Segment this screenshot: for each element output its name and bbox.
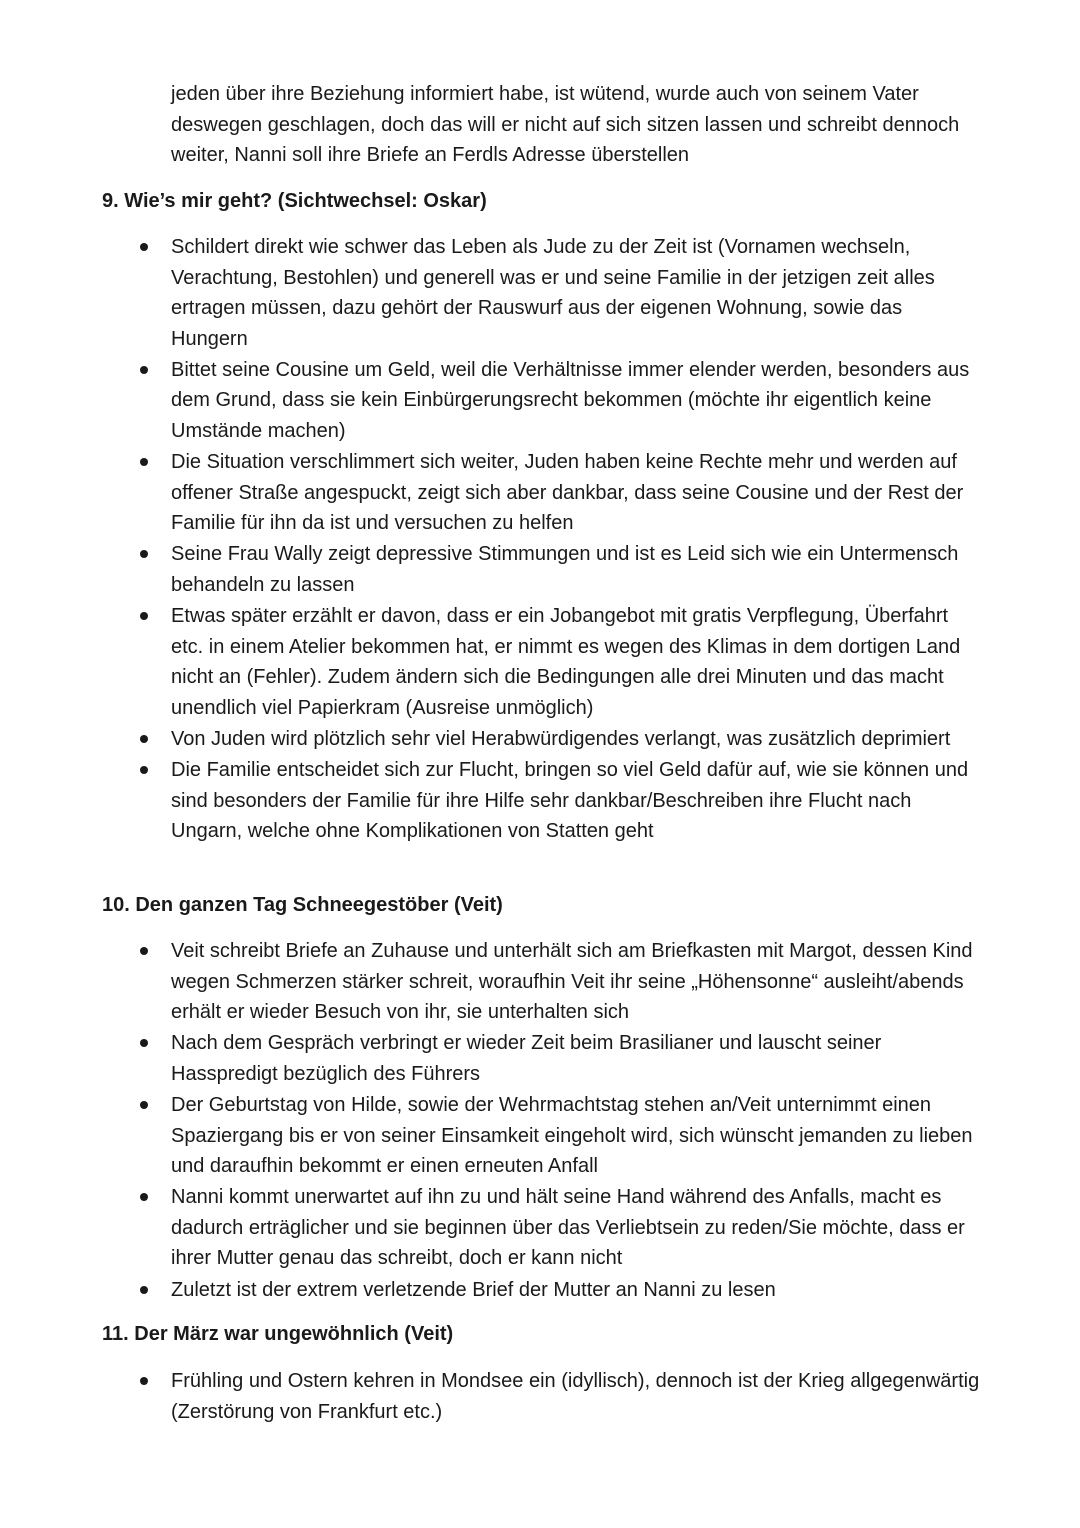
bullet-icon xyxy=(140,766,148,774)
list-item xyxy=(0,936,981,1028)
bullet-icon xyxy=(140,550,148,558)
list-item xyxy=(0,755,981,847)
list-item xyxy=(0,1090,981,1182)
list-item xyxy=(0,232,981,354)
list-item-text: Der Geburtstag von Hilde, sowie der Wehrmachtstag stehen an/Veit unternimmt einen Spaziergang bis er von seiner Einsamkeit eingeholt wird, sich wünscht jemanden zu lieben und daraufhin bekommt er einen erneuten Anfall xyxy=(171,1094,973,1178)
bullet-icon xyxy=(140,612,148,620)
list-item-text: Seine Frau Wally zeigt depressive Stimmungen und ist es Leid sich wie ein Untermensch behandeln zu lassen xyxy=(171,543,959,596)
list-item xyxy=(0,1275,981,1306)
list-item xyxy=(0,355,981,447)
bullet-icon xyxy=(140,1101,148,1109)
list-item-text: Etwas später erzählt er davon, dass er ein Jobangebot mit gratis Verpflegung, Überfahrt etc. in einem Atelier bekommen hat, er nimmt es wegen des Klimas in dem dortigen Land nicht an (Fehler). Zudem ändern sich die Bedingungen alle drei Minuten und das macht unendlich viel Papierkram (Ausreise unmöglich) xyxy=(171,605,961,719)
list-item-text: Die Situation verschlimmert sich weiter, Juden haben keine Rechte mehr und werden auf offener Straße angespuckt, zeigt sich aber dankbar, dass seine Cousine und der Rest der Familie für ihn da ist und versuchen zu helfen xyxy=(171,451,964,535)
list-item-text: Schildert direkt wie schwer das Leben als Jude zu der Zeit ist (Vornamen wechseln, Verachtung, Bestohlen) und generell was er und seine Familie in der jetzigen zeit alles ertragen müssen, dazu gehört der Rauswurf aus der eigenen Wohnung, sowie das Hungern xyxy=(171,236,935,350)
bullet-icon xyxy=(140,366,148,374)
section-heading-11: 11. Der März war ungewöhnlich (Veit) xyxy=(102,1323,454,1345)
list-item-text: Nanni kommt unerwartet auf ihn zu und hält seine Hand während des Anfalls, macht es dadurch erträglicher und sie beginnen über das Verliebtsein zu reden/Sie möchte, dass er ihrer Mutter genau das schreibt, doch er kann nicht xyxy=(171,1186,965,1270)
section-9-list xyxy=(0,232,1080,848)
list-item-text: Zuletzt ist der extrem verletzende Brief der Mutter an Nanni zu lesen xyxy=(171,1278,776,1301)
section-11-list xyxy=(0,1366,1080,1428)
bullet-icon xyxy=(140,1286,148,1294)
list-item xyxy=(0,1366,981,1427)
bullet-icon xyxy=(140,1193,148,1201)
section-heading-10: 10. Den ganzen Tag Schneegestöber (Veit) xyxy=(102,894,503,916)
bullet-icon xyxy=(140,1039,148,1047)
list-item xyxy=(0,1182,981,1274)
bullet-icon xyxy=(140,1377,148,1385)
bullet-icon xyxy=(140,735,148,743)
list-item-text: Nach dem Gespräch verbringt er wieder Zeit beim Brasilianer und lauscht seiner Hasspredigt bezüglich des Führers xyxy=(171,1032,882,1085)
continued-paragraph: jeden über ihre Beziehung informiert habe, ist wütend, wurde auch von seinem Vater deswegen geschlagen, doch das will er nicht auf sich sitzen lassen und schreibt dennoch weiter, Nanni soll ihre Briefe an Ferdls Adresse überstellen xyxy=(171,83,960,166)
list-item-text: Veit schreibt Briefe an Zuhause und unterhält sich am Briefkasten mit Margot, dessen Kind wegen Schmerzen stärker schreit, woraufhin Veit ihr seine „Höhensonne“ ausleiht/abends erhält er wieder Besuch von ihr, sie unterhalten sich xyxy=(171,940,973,1023)
section-10-list xyxy=(0,936,1080,1306)
list-item xyxy=(0,601,981,723)
list-item-text: Bittet seine Cousine um Geld, weil die Verhältnisse immer elender werden, besonders aus dem Grund, dass sie kein Einbürgerungsrecht bekommen (möchte ihr eigentlich keine Umstände machen) xyxy=(171,358,970,442)
list-item xyxy=(0,539,981,600)
list-item xyxy=(0,724,981,755)
list-item-text: Von Juden wird plötzlich sehr viel Herabwürdigendes verlangt, was zusätzlich deprimiert xyxy=(171,727,951,750)
bullet-icon xyxy=(140,243,148,251)
list-item xyxy=(0,447,981,539)
list-item xyxy=(0,1028,981,1089)
list-item-text: Die Familie entscheidet sich zur Flucht, bringen so viel Geld dafür auf, wie sie können und sind besonders der Familie für ihre Hilfe sehr dankbar/Beschreiben ihre Flucht nach Ungarn, welche ohne Komplikationen von Statten geht xyxy=(171,759,969,843)
bullet-icon xyxy=(140,458,148,466)
bullet-icon xyxy=(140,947,148,955)
section-heading-9: 9. Wie’s mir geht? (Sichtwechsel: Oskar) xyxy=(102,190,487,212)
list-item-text: Frühling und Ostern kehren in Mondsee ein (idyllisch), dennoch ist der Krieg allgegenwärtig (Zerstörung von Frankfurt etc.) xyxy=(171,1370,980,1423)
